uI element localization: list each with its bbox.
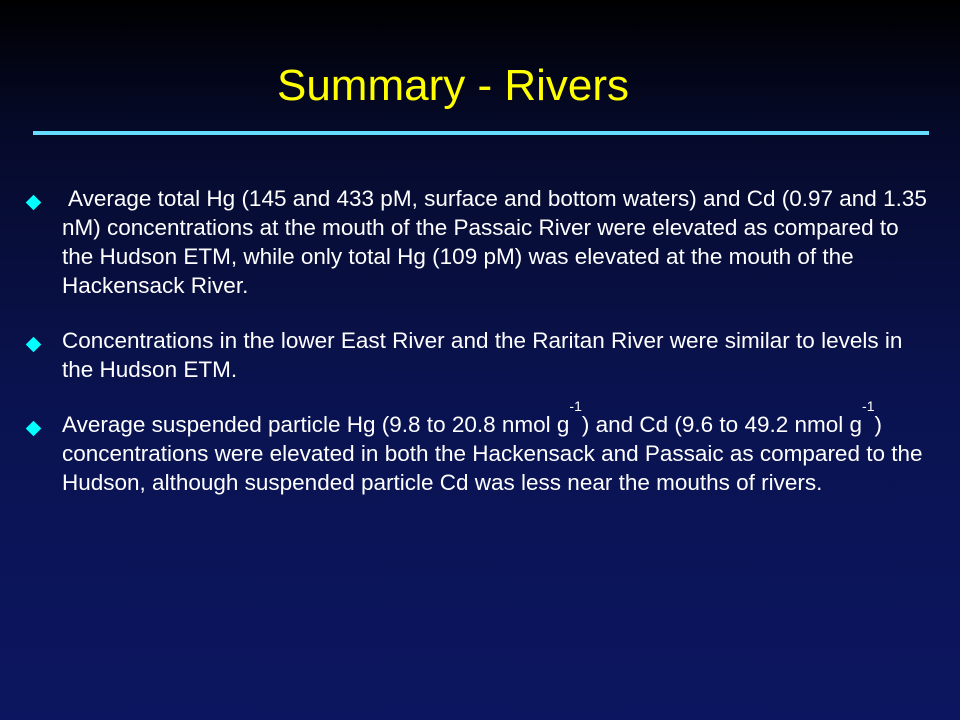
diamond-bullet-icon <box>26 421 42 437</box>
superscript: -1 <box>569 398 582 414</box>
bullet-text: Average total Hg (145 and 433 pM, surface and bottom waters) and Cd (0.97 and 1.35 nM) concentrations at the mouth of the Passaic River were elevated as compared to the Hudson ETM, while only total Hg (109 pM) was elevated at the mouth of the Hackensack River. <box>62 186 927 298</box>
bullet-text: Concentrations in the lower East River and the Raritan River were similar to levels in the Hudson ETM. <box>62 328 903 382</box>
superscript: -1 <box>862 398 875 414</box>
slide-title: Summary - Rivers <box>276 61 630 110</box>
bullet-text-part: Average suspended particle Hg (9.8 to 20.8 nmol g <box>62 412 570 437</box>
title-divider <box>33 131 929 135</box>
diamond-bullet-icon <box>26 195 42 211</box>
bullet-text-part: ) concentrations were elevated in both the Hackensack and Passaic as compared to the Hudson, although suspended particle Cd was less near the mouths of rivers. <box>62 412 923 495</box>
bullet-text <box>62 398 923 495</box>
bullet-item-east-raritan <box>28 326 928 384</box>
bullet-item-suspended-particle <box>28 398 928 497</box>
bullet-text-part: ) and Cd (9.6 to 49.2 nmol g <box>581 412 863 437</box>
bullet-item-hg-cd-passaic <box>28 184 928 300</box>
diamond-bullet-icon <box>26 337 42 353</box>
bullet-list <box>28 184 928 523</box>
